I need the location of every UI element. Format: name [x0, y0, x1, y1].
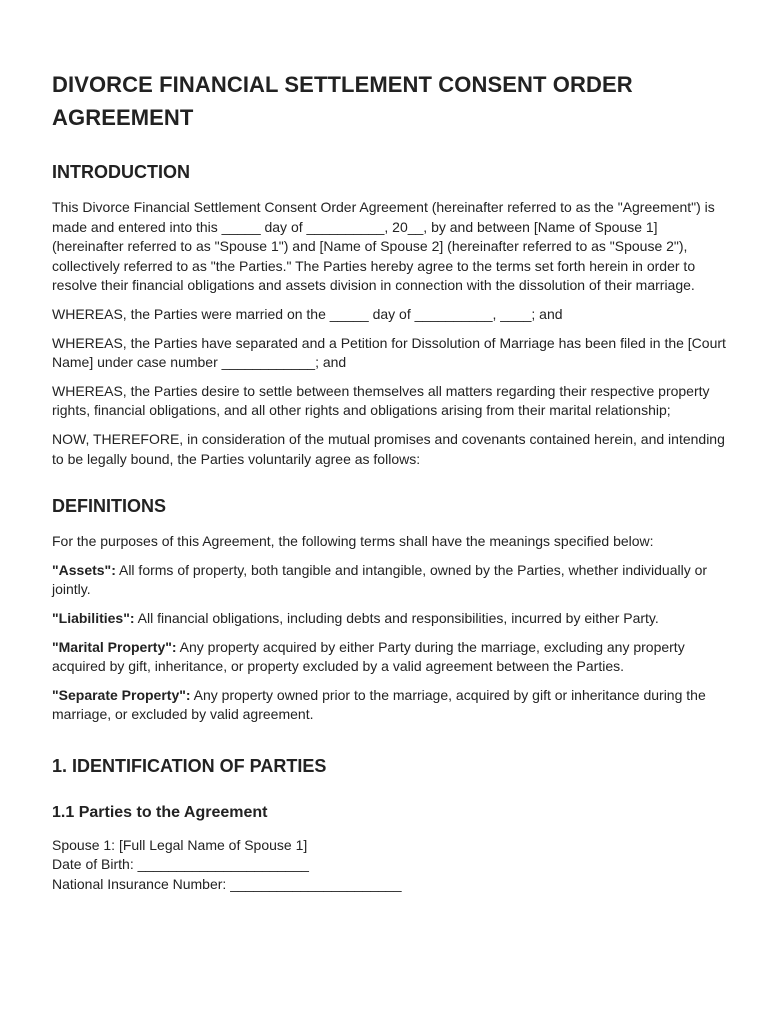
identification-heading: 1. IDENTIFICATION OF PARTIES: [52, 755, 327, 776]
definition-term: "Assets":: [52, 561, 116, 578]
document-title: DIVORCE FINANCIAL SETTLEMENT CONSENT ORDER AGREEMENT: [52, 72, 633, 130]
definition-term: "Marital Property":: [52, 638, 177, 655]
definition-text: Any property acquired by either Party during the marriage, excluding any property acquired by gift, inheritance, or property excluded by a valid agreement between the Parties.: [52, 638, 685, 675]
definition-separate-property: [52, 686, 732, 725]
definition-liabilities: [52, 609, 732, 629]
national-insurance-line: National Insurance Number: ______________________: [52, 876, 402, 893]
spouse1-name-line: Spouse 1: [Full Legal Name of Spouse 1]: [52, 836, 308, 853]
definition-marital-property: [52, 638, 732, 677]
whereas-separated-paragraph: WHEREAS, the Parties have separated and a Petition for Dissolution of Marriage has been filed in the [Court Name] under case number ____________; and: [52, 334, 726, 371]
definitions-heading: DEFINITIONS: [52, 496, 167, 517]
definitions-intro: For the purposes of this Agreement, the following terms shall have the meanings specified below:: [52, 533, 654, 550]
definition-term: "Separate Property":: [52, 686, 191, 703]
definition-text: All forms of property, both tangible and intangible, owned by the Parties, whether individually or jointly.: [52, 561, 708, 598]
whereas-settle-paragraph: WHEREAS, the Parties desire to settle between themselves all matters regarding their respective property rights, financial obligations, and all other rights and obligations arising from their marital relationship;: [52, 382, 710, 419]
whereas-married-paragraph: WHEREAS, the Parties were married on the _____ day of __________, ____; and: [52, 305, 563, 322]
introduction-heading: INTRODUCTION: [52, 162, 190, 182]
definition-text: Any property owned prior to the marriage, acquired by gift or inheritance during the marriage, or excluded by valid agreement.: [52, 686, 706, 723]
date-of-birth-line: Date of Birth: ______________________: [52, 856, 309, 873]
definition-assets: [52, 561, 732, 600]
now-therefore-paragraph: NOW, THEREFORE, in consideration of the mutual promises and covenants contained herein, and intending to be legally bound, the Parties voluntarily agree as follows:: [52, 430, 725, 467]
introduction-paragraph: This Divorce Financial Settlement Consent Order Agreement (hereinafter referred to as the "Agreement") is made and entered into this _____ day of __________, 20__, by and between [Name of Spouse 1] (hereinafter referred to as "Spouse 1") and [Name of Spouse 2] (hereinafter referred to as "Spouse 2"), collectively referred to as "the Parties." The Parties hereby agree to the terms set forth herein in order to resolve their financial obligations and assets division in connection with the dissolution of their marriage.: [52, 199, 715, 294]
definition-text: All financial obligations, including debts and responsibilities, incurred by either Party.: [134, 609, 659, 626]
definition-term: "Liabilities":: [52, 609, 135, 626]
parties-subheading: 1.1 Parties to the Agreement: [52, 803, 268, 821]
document-page: [52, 68, 732, 895]
